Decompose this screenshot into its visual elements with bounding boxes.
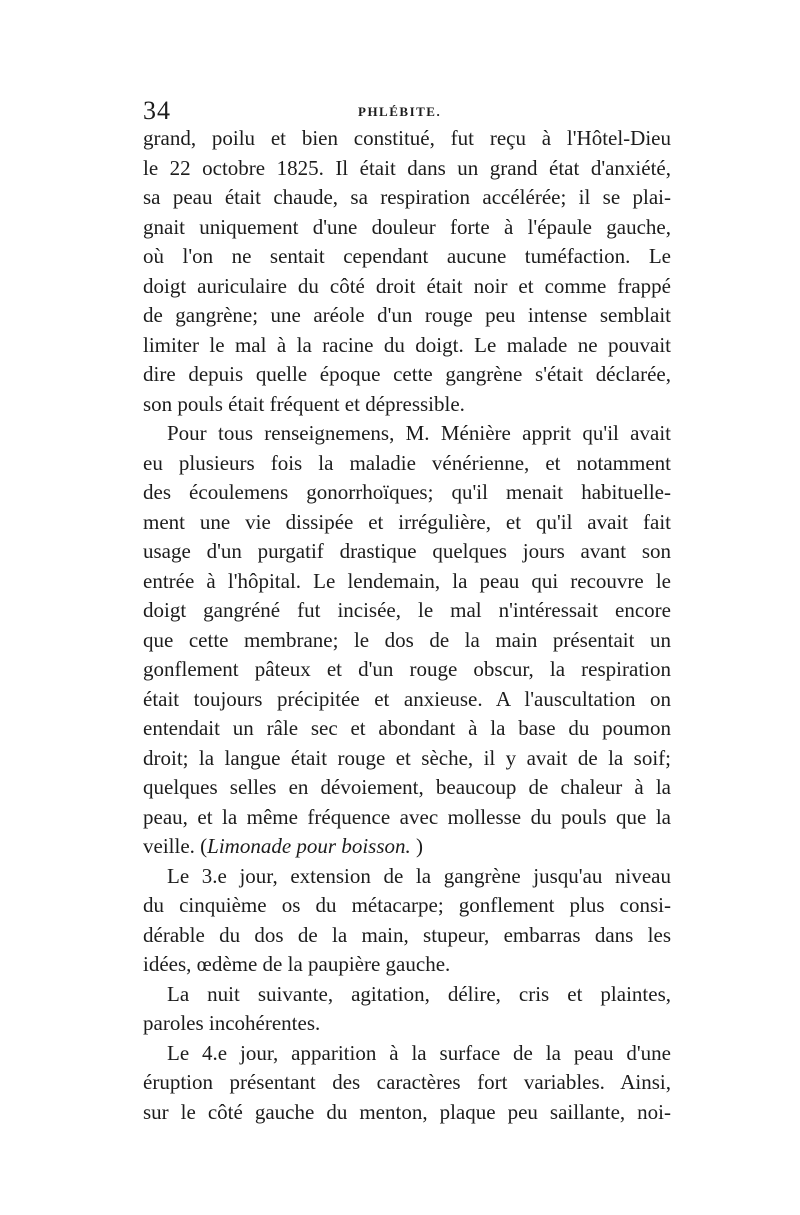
text-fragment: ) <box>416 834 423 858</box>
text-line: de gangrène; une aréole d'un rouge peu intense semblait <box>143 303 671 327</box>
text-line: dire depuis quelle époque cette gangrène s'était déclarée, <box>143 362 671 386</box>
text-line: que cette membrane; le dos de la main présentait un <box>143 627 671 652</box>
text-line: doigt auriculaire du côté droit était noir et comme frappé <box>143 273 671 298</box>
text-line: doigt gangréné fut incisée, le mal n'intéressait encore <box>143 598 671 622</box>
text-line: Le 4.e jour, apparition à la surface de la peau d'une <box>167 1040 671 1065</box>
page-number: 34 <box>143 96 171 125</box>
text-line: son pouls était fréquent et dépressible. <box>143 391 465 416</box>
text-line: droit; la langue était rouge et sèche, il y avait de la soif; <box>143 745 671 770</box>
text-line: usage d'un purgatif drastique quelques jours avant son <box>143 539 671 563</box>
text-line: entrée à l'hôpital. Le lendemain, la peau qui recouvre le <box>143 568 671 593</box>
text-line: quelques selles en dévoiement, beaucoup de chaleur à la <box>143 775 671 799</box>
text-line: était toujours précipitée et anxieuse. A l'auscultation on <box>143 686 671 711</box>
text-line: gonflement pâteux et d'un rouge obscur, la respiration <box>143 657 671 681</box>
text-line: entendait un râle sec et abondant à la base du poumon <box>143 716 671 740</box>
text-line: Pour tous renseignemens, M. Ménière apprit qu'il avait <box>167 421 671 445</box>
text-fragment: veille. ( <box>143 834 208 858</box>
text-line: le 22 octobre 1825. Il était dans un grand état d'anxiété, <box>143 155 671 180</box>
page-header <box>143 96 671 126</box>
text-line: eu plusieurs fois la maladie vénérienne, et notamment <box>143 450 671 475</box>
text-line: paroles incohérentes. <box>143 1011 321 1035</box>
text-line: ment une vie dissipée et irrégulière, et qu'il avait fait <box>143 509 671 534</box>
text-line: La nuit suivante, agitation, délire, cris et plaintes, <box>167 981 671 1006</box>
text-line: du cinquième os du métacarpe; gonflement plus consi- <box>143 893 671 917</box>
text-line: gnait uniquement d'une douleur forte à l'épaule gauche, <box>143 214 671 239</box>
text-line: éruption présentant des caractères fort variables. Ainsi, <box>143 1070 671 1094</box>
text-line <box>143 832 671 862</box>
running-title: PHLÉBITE. <box>358 104 442 119</box>
text-line: peau, et la même fréquence avec mollesse du pouls que la <box>143 804 671 829</box>
text-line: idées, œdème de la paupière gauche. <box>143 952 451 976</box>
text-line: où l'on ne sentait cependant aucune tuméfaction. Le <box>143 244 671 268</box>
text-line: dérable du dos de la main, stupeur, embarras dans les <box>143 922 671 947</box>
text-line: limiter le mal à la racine du doigt. Le malade ne pouvait <box>143 332 671 357</box>
text-line: sur le côté gauche du menton, plaque peu saillante, noi- <box>143 1099 671 1124</box>
text-line: des écoulemens gonorrhoïques; qu'il menait habituelle- <box>143 480 671 504</box>
text-line: Le 3.e jour, extension de la gangrène jusqu'au niveau <box>167 863 671 888</box>
text-line: sa peau était chaude, sa respiration accélérée; il se plai- <box>143 185 671 209</box>
text-line: grand, poilu et bien constitué, fut reçu à l'Hôtel-Dieu <box>143 126 671 150</box>
body-text <box>143 124 671 1127</box>
italic-note: Limonade pour boisson. <box>207 834 411 858</box>
